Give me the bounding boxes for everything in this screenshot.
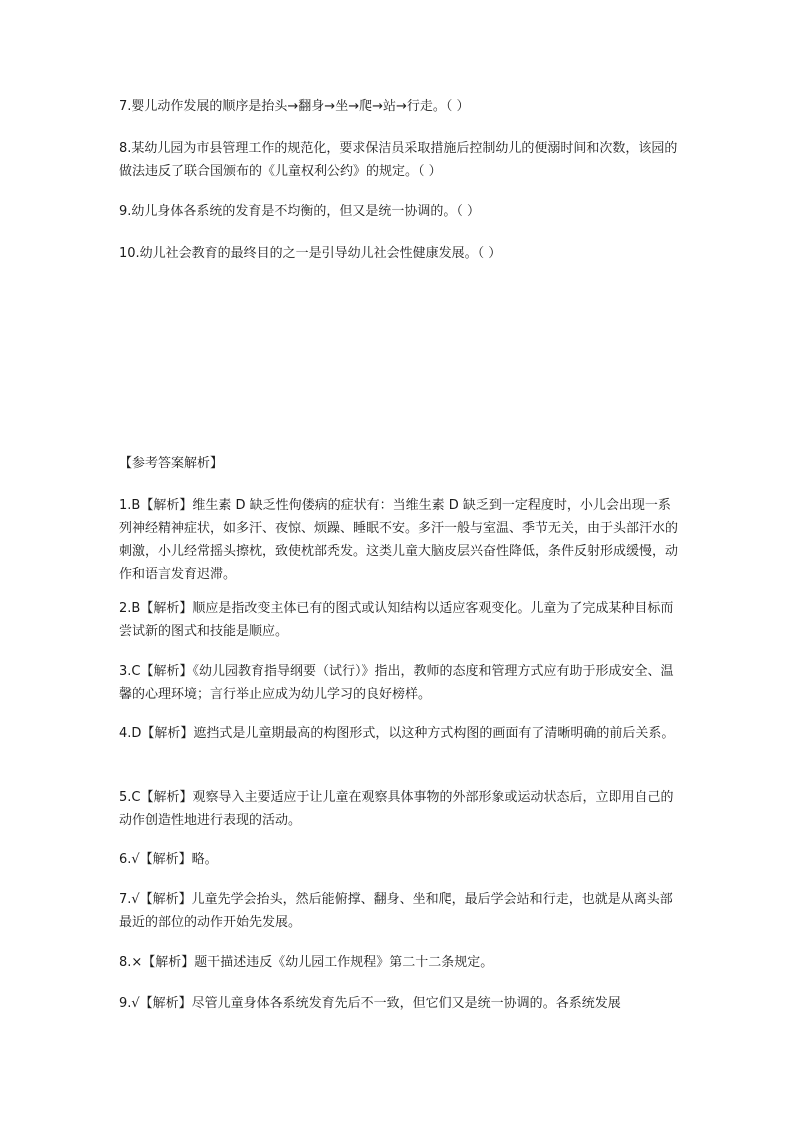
question-7: 7.婴儿动作发展的顺序是抬头→翻身→坐→爬→站→行走。（ ） [119,99,470,114]
question-8: 8.某幼儿园为市县管理工作的规范化，要求保洁员采取措施后控制幼儿的便溺时间和次数，该园的做法违反了联合国颁布的《儿童权利公约》的规定。（ ） [119,141,678,179]
answer-3: 3.C【解析】《幼儿园教育指导纲要（试行）》指出，教师的态度和管理方式应有助于形成安全、温馨的心理环境；言行举止应成为幼儿学习的良好榜样。 [119,664,674,702]
answer-8: 8.×【解析】题干描述违反《幼儿园工作规程》第二十二条规定。 [119,955,494,970]
answer-5: 5.C【解析】观察导入主要适应于让儿童在观察具体事物的外部形象或运动状态后，立即用自己的动作创造性地进行表现的活动。 [119,790,674,828]
answer-2: 2.B【解析】顺应是指改变主体已有的图式或认知结构以适应客观变化。儿童为了完成某种目标而尝试新的图式和技能是顺应。 [119,601,674,639]
answer-6: 6.√【解析】略。 [119,852,218,867]
question-10: 10.幼儿社会教育的最终目的之一是引导幼儿社会性健康发展。（ ） [119,246,502,261]
answer-1: 1.B【解析】维生素 D 缺乏性佝偻病的症状有：当维生素 D 缺乏到一定程度时，小儿会出现一系列神经精神症状，如多汗、夜惊、烦躁、睡眠不安。多汗一般与室温、季节无关，由于头部汗水的刺激，小儿经常摇头擦枕，致使枕部秃发。这类儿童大脑皮层兴奋性降低，条件反射形成缓慢，动作和语言发育迟滞。 [119,498,679,582]
answer-section-title: 【参考答案解析】 [119,456,224,471]
answer-7: 7.√【解析】儿童先学会抬头，然后能俯撑、翻身、坐和爬，最后学会站和行走，也就是从离头部最近的部位的动作开始先发展。 [119,892,673,930]
question-9: 9.幼儿身体各系统的发育是不均衡的，但又是统一协调的。（ ） [119,204,481,219]
answer-4: 4.D【解析】遮挡式是儿童期最高的构图形式，以这种方式构图的画面有了清晰明确的前后关系。 [119,726,675,741]
answer-9: 9.√【解析】尽管儿童身体各系统发育先后不一致，但它们又是统一协调的。各系统发展 [119,996,621,1011]
